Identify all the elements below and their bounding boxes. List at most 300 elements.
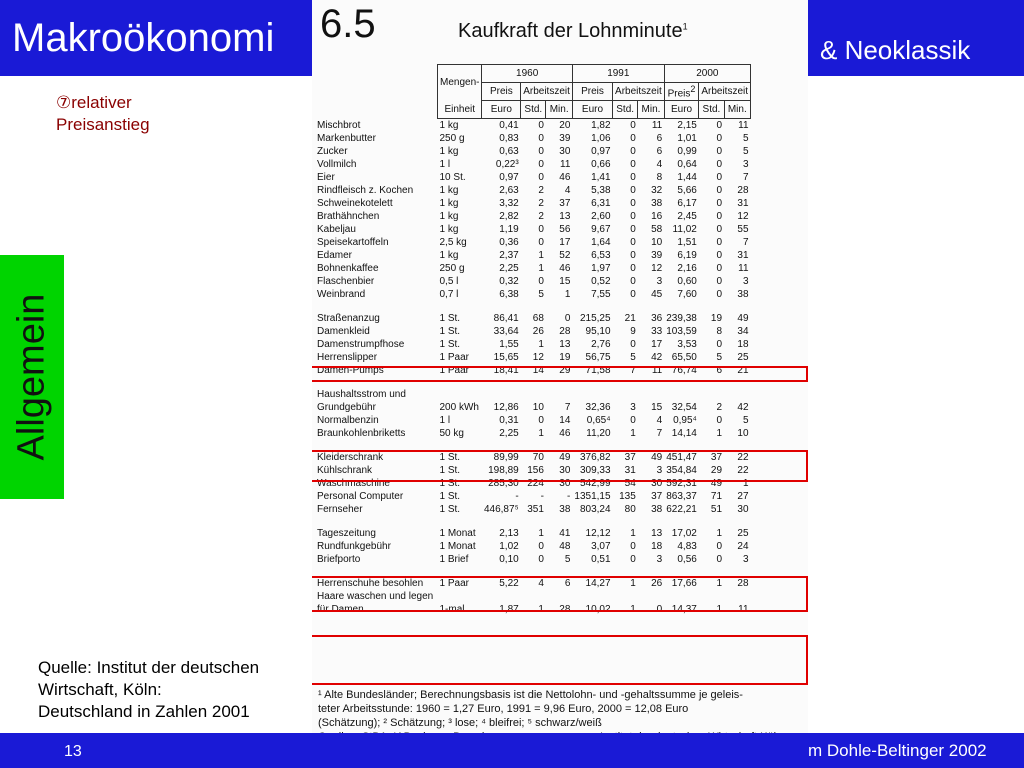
cell-m00: 21 (737, 365, 749, 377)
cell-h00: 51 (710, 504, 723, 516)
footnote-line-2: teter Arbeitsstunde: 1960 = 1,27 Euro, 1991 = 9,96 Euro, 2000 = 12,08 Euro (318, 703, 689, 715)
cell-label: Braunkohlenbriketts (317, 428, 406, 440)
cell-m60: 56 (559, 224, 571, 236)
cell-m91: 8 (656, 172, 663, 184)
cell-h91: 0 (630, 289, 636, 301)
cell-h91: 31 (624, 465, 636, 477)
cell-m91: 3 (656, 554, 663, 566)
cell-p91: 215,25 (579, 313, 611, 325)
cell-m60: 46 (559, 263, 571, 275)
header-std-2000: Std. (699, 101, 724, 119)
cell-m91: 39 (651, 250, 663, 262)
cell-p60: 86,41 (493, 313, 519, 325)
cell-label: Herrenschuhe besohlen (317, 578, 424, 590)
cell-p60: 0,36 (499, 237, 519, 249)
table-row (315, 288, 751, 301)
cell-unit: 10 St. (439, 172, 466, 184)
cell-label: Waschmaschine (317, 478, 390, 490)
cell-h91: 0 (630, 263, 636, 275)
cell-h60: 0 (538, 120, 544, 132)
cell-m00: 28 (737, 578, 749, 590)
cell-m91: 12 (651, 263, 663, 275)
cell-h60: 0 (538, 554, 544, 566)
table-row (315, 249, 751, 262)
cell-unit: 1 St. (439, 504, 461, 516)
cell-m00: 34 (737, 326, 749, 338)
cell-m00: 3 (742, 276, 749, 288)
cell-h00: 0 (716, 339, 723, 351)
cell-m91: 42 (651, 352, 663, 364)
cell-p91: 11,20 (586, 428, 611, 440)
cell-unit: 1 l (439, 159, 451, 171)
cell-p91: 0,65⁴ (586, 415, 611, 427)
cell-m91: 7 (656, 428, 663, 440)
cell-m00: 22 (737, 452, 749, 464)
cell-h60 (521, 388, 546, 401)
cell-h91: 0 (630, 224, 636, 236)
cell-p00: 3,53 (677, 339, 697, 351)
cell-h00: 0 (716, 289, 723, 301)
cell-unit: 0,5 l (439, 276, 459, 288)
cell-m91: 33 (651, 326, 663, 338)
cell-p91: 1,97 (591, 263, 611, 275)
cell-h60: 1 (538, 263, 544, 275)
cell-p00: 239,38 (666, 313, 697, 325)
header-std-1960: Std. (521, 101, 546, 119)
cell-h00: 49 (710, 478, 723, 490)
cell-h60: 0 (538, 224, 544, 236)
table-row (315, 275, 751, 288)
cell-m60: 20 (559, 120, 571, 132)
cell-unit: 1 St. (439, 313, 461, 325)
cell-p60: 3,32 (499, 198, 519, 210)
cell-p91: 0,97 (591, 146, 611, 158)
cell-m91: 4 (656, 415, 663, 427)
cell-unit: 1 Brief (439, 554, 469, 566)
cell-m00: 22 (737, 465, 749, 477)
source-citation: Quelle: Institut der deutschen Wirtschaft, Köln: Deutschland in Zahlen 2001 (38, 658, 260, 721)
cell-p00: 0,56 (677, 554, 697, 566)
cell-p91: 542,99 (579, 478, 611, 490)
cell-unit: 200 kWh (439, 402, 479, 414)
cell-p60: 285,30 (488, 478, 519, 490)
cell-unit: 1 St. (439, 478, 461, 490)
cell-p60: 0,63 (499, 146, 519, 158)
cell-h60: 5 (538, 289, 544, 301)
table-row (315, 351, 751, 364)
cell-p60: - (515, 491, 519, 503)
cell-m60: 13 (559, 339, 571, 351)
header-min-1991: Min. (638, 101, 664, 119)
cell-p60: 1,55 (499, 339, 519, 351)
cell-unit: 1 kg (439, 211, 459, 223)
cell-p60: 1,87 (499, 604, 519, 616)
cell-m00: 3 (742, 159, 749, 171)
header-blank (315, 65, 438, 119)
cell-h00: 0 (716, 250, 723, 262)
cell-p91: 1,64 (591, 237, 611, 249)
cell-m00: 42 (737, 402, 749, 414)
cell-m91: 49 (651, 452, 663, 464)
cell-m60: 7 (564, 402, 571, 414)
cell-p60: 6,38 (499, 289, 519, 301)
cell-m91: 30 (651, 478, 663, 490)
cell-h00: 0 (716, 172, 723, 184)
cell-m60: 1 (564, 289, 571, 301)
cell-m60: 38 (559, 504, 571, 516)
cell-h00: 71 (710, 491, 723, 503)
cell-m60: 11 (560, 159, 571, 171)
cell-h91: 0 (630, 211, 636, 223)
slide-title: Makroökonomi (0, 0, 320, 76)
cell-p91: 2,76 (591, 339, 611, 351)
cell-p60: 2,63 (499, 185, 519, 197)
cell-h00: 1 (716, 578, 723, 590)
footnote-line-3: (Schätzung); ² Schätzung; ³ lose; ⁴ bleifrei; ⁵ schwarz/weiß (318, 717, 602, 729)
cell-unit: 1 kg (439, 198, 459, 210)
cell-h60: 0 (538, 541, 544, 553)
cell-h91: 135 (619, 491, 636, 503)
cell-m60: 30 (559, 146, 571, 158)
cell-m60: 41 (559, 528, 571, 540)
cell-m91: 17 (651, 339, 663, 351)
cell-p00: 0,64 (677, 159, 697, 171)
header-einheit: Einheit (438, 101, 482, 119)
cell-m60: 6 (564, 578, 571, 590)
cell-unit: 1 St. (439, 465, 461, 477)
cell-p91: 10,02 (585, 604, 611, 616)
cell-m91: 3 (656, 465, 663, 477)
price-table (315, 64, 751, 616)
cell-unit: 1 Monat (439, 541, 476, 553)
header-preis-1960: Preis (482, 83, 521, 101)
cell-p60: 0,97 (499, 172, 519, 184)
cell-unit: 250 g (439, 133, 465, 145)
cell-m00 (724, 388, 750, 401)
cell-m91: 15 (651, 402, 663, 414)
cell-p00: 2,45 (677, 211, 697, 223)
footer-author: m Dohle-Beltinger 2002 (808, 741, 987, 760)
highlight-services (312, 635, 808, 685)
cell-m91: 58 (651, 224, 663, 236)
cell-p91: 14,27 (585, 578, 611, 590)
cell-p60: 15,65 (493, 352, 519, 364)
cell-m00: 5 (742, 133, 749, 145)
table-title-text: Kaufkraft der Lohnminute (458, 20, 683, 42)
cell-m00: 11 (738, 120, 749, 132)
cell-m91: 38 (651, 198, 663, 210)
spacer-cell (315, 301, 751, 312)
cell-p00 (664, 388, 699, 401)
cell-h60: 70 (532, 452, 544, 464)
header-arbeitszeit-1960: Arbeitszeit (521, 83, 573, 101)
table-row (315, 540, 751, 553)
cell-p91: 0,52 (591, 276, 611, 288)
table-row (315, 262, 751, 275)
cell-h60: 0 (538, 172, 544, 184)
cell-p00: 2,16 (677, 263, 697, 275)
cell-h91: 0 (630, 339, 636, 351)
cell-label: Rundfunkgebühr (317, 541, 391, 553)
cell-p91: 376,82 (579, 452, 611, 464)
cell-p60: 0,22³ (495, 159, 519, 171)
cell-m60: 39 (559, 133, 571, 145)
cell-m91: 11 (651, 365, 663, 377)
cell-h91: 0 (630, 554, 636, 566)
cell-m60: 37 (559, 198, 571, 210)
cell-h00: 0 (716, 263, 723, 275)
cell-label: Briefporto (317, 554, 361, 566)
cell-h91: 1 (630, 578, 636, 590)
cell-p91: 7,55 (591, 289, 611, 301)
header-euro-1991: Euro (572, 101, 612, 119)
cell-unit: 1 kg (439, 146, 459, 158)
cell-h60: 1 (538, 428, 544, 440)
cell-h60: - (540, 491, 544, 503)
highlight-damenstrumpfhose (312, 366, 808, 382)
cell-p00: 451,47 (666, 452, 697, 464)
cell-h60: 0 (538, 415, 544, 427)
cell-m00: 11 (738, 604, 749, 616)
table-row (315, 401, 751, 414)
cell-m60: 46 (559, 172, 571, 184)
cell-p91: 1,82 (591, 120, 611, 132)
cell-h60: 14 (532, 365, 544, 377)
cell-m00: 3 (742, 554, 749, 566)
cell-h00: 0 (716, 120, 723, 132)
cell-m91: 11 (651, 120, 663, 132)
cell-h60: 2 (538, 198, 544, 210)
cell-m00: 31 (737, 250, 749, 262)
table-row (315, 171, 751, 184)
cell-h60: 1 (538, 528, 544, 540)
cell-h60: 0 (538, 276, 544, 288)
cell-h91: 0 (630, 172, 636, 184)
cell-p60: 12,86 (493, 402, 519, 414)
cell-h60: 0 (538, 133, 544, 145)
cell-p00: 17,02 (671, 528, 697, 540)
cell-p00: 0,60 (677, 276, 697, 288)
cell-m60: 30 (559, 478, 571, 490)
cell-p60: 33,64 (493, 326, 519, 338)
slide-title-right: & Neoklassik (808, 0, 1024, 76)
cell-h60: 2 (538, 185, 544, 197)
cell-h60: 1 (538, 339, 544, 351)
cell-p91: 9,67 (591, 224, 611, 236)
cell-h91: 0 (630, 133, 636, 145)
cell-label: Edamer (317, 250, 353, 262)
table-title-sup: 1 (682, 21, 688, 32)
cell-h91: 1 (630, 428, 636, 440)
cell-unit: 1 Paar (439, 365, 469, 377)
cell-h91: 5 (630, 352, 636, 364)
cell-h91: 0 (630, 120, 636, 132)
cell-m00: 27 (737, 491, 749, 503)
cell-label: Fernseher (317, 504, 363, 516)
cell-h91: 3 (630, 402, 636, 414)
cell-label: Schweinekotelett (317, 198, 393, 210)
cell-p00: 2,15 (677, 120, 697, 132)
cell-p60: 0,10 (499, 554, 519, 566)
table-row (315, 132, 751, 145)
table-row (315, 223, 751, 236)
cell-label: Haushaltsstrom und (317, 389, 406, 401)
cell-h91: 0 (630, 185, 636, 197)
cell-m60: 48 (559, 541, 571, 553)
cell-unit: 1 kg (439, 250, 459, 262)
cell-unit: 2,5 kg (439, 237, 467, 249)
cell-p91: 12,12 (585, 528, 611, 540)
cell-h91: 0 (630, 159, 636, 171)
cell-h91: 54 (624, 478, 636, 490)
cell-p60 (482, 388, 521, 401)
cell-p91: 1,06 (591, 133, 611, 145)
cell-label: Brathähnchen (317, 211, 380, 223)
cell-h00: 37 (710, 452, 723, 464)
cell-p60: 2,37 (499, 250, 519, 262)
header-1960: 1960 (482, 65, 572, 83)
cell-p60: 89,99 (493, 452, 519, 464)
table-row (315, 338, 751, 351)
cell-unit: 1 Monat (439, 528, 476, 540)
cell-m60 (546, 388, 572, 401)
note-line-2: Preisanstieg (56, 115, 150, 134)
cell-label: Eier (317, 172, 335, 184)
cell-unit: 1 St. (439, 339, 461, 351)
cell-p60: 0,31 (499, 415, 519, 427)
cell-m91: 18 (651, 541, 663, 553)
cell-h60: 2 (538, 211, 544, 223)
cell-m00: 5 (742, 146, 749, 158)
cell-p91: 71,58 (585, 365, 611, 377)
table-row (315, 158, 751, 171)
table-row (315, 553, 751, 566)
cell-h60: 10 (532, 402, 544, 414)
cell-p00: 65,50 (671, 352, 697, 364)
cell-h00 (699, 388, 724, 401)
cell-label: Tageszeitung (317, 528, 376, 540)
footnote-line-1: ¹ Alte Bundesländer; Berechnungsbasis ist die Nettolohn- und -gehaltssumme je geleis- (318, 689, 743, 701)
cell-h91 (613, 388, 638, 401)
cell-p00: 0,95⁴ (673, 415, 697, 427)
cell-label: Kleiderschrank (317, 452, 384, 464)
header-euro-2000: Euro (664, 101, 699, 119)
cell-label: für Damen (317, 604, 364, 616)
cell-label: Damenkleid (317, 326, 370, 338)
cell-label: Rindfleisch z. Kochen (317, 185, 414, 197)
cell-p91 (572, 388, 612, 401)
cell-h60: 12 (532, 352, 544, 364)
cell-label: Zucker (317, 146, 348, 158)
header-std-1991: Std. (613, 101, 638, 119)
table-row (315, 427, 751, 440)
cell-h00: 1 (716, 604, 723, 616)
header-1991: 1991 (572, 65, 664, 83)
highlight-media (312, 576, 808, 612)
cell-h00: 8 (716, 326, 723, 338)
cell-label: Damen-Pumps (317, 365, 384, 377)
cell-p91: 1,41 (591, 172, 611, 184)
cell-unit: 250 g (439, 263, 465, 275)
cell-p00: 5,66 (677, 185, 697, 197)
table-row (315, 527, 751, 540)
header-min-2000: Min. (724, 101, 750, 119)
cell-h60: 1 (538, 604, 544, 616)
cell-m60: 52 (559, 250, 571, 262)
cell-h91: 0 (630, 250, 636, 262)
cell-p60: 1,02 (499, 541, 519, 553)
relative-price-note (56, 92, 150, 136)
cell-h60: 351 (527, 504, 544, 516)
cell-h00: 0 (716, 146, 723, 158)
cell-p60: 0,83 (499, 133, 519, 145)
cell-p00: 14,37 (671, 604, 697, 616)
cell-h60: 4 (538, 578, 544, 590)
header-arbeitszeit-2000: Arbeitszeit (699, 83, 751, 101)
cell-p00: 14,14 (671, 428, 697, 440)
table-row (315, 210, 751, 223)
cell-p91: 803,24 (579, 504, 611, 516)
cell-label: Haare waschen und legen (317, 591, 434, 603)
spacer-row (315, 301, 751, 312)
cell-m00: 49 (737, 313, 749, 325)
cell-m60: 30 (559, 465, 571, 477)
cell-h00: 1 (716, 528, 723, 540)
cell-h00: 0 (716, 237, 723, 249)
cell-m00: 30 (737, 504, 749, 516)
cell-h91: 21 (624, 313, 636, 325)
cell-label: Personal Computer (317, 491, 404, 503)
table-row (315, 388, 751, 401)
header-preis2-text: Preis (667, 88, 691, 100)
cell-unit (438, 388, 482, 401)
cell-h00: 0 (716, 159, 723, 171)
cell-label: Straßenanzug (317, 313, 380, 325)
cell-m60: 19 (559, 352, 571, 364)
cell-m60: 13 (559, 211, 571, 223)
cell-p00: 7,60 (677, 289, 697, 301)
cell-m60: 15 (559, 276, 571, 288)
cell-label: Markenbutter (317, 133, 376, 145)
cell-m91: 38 (651, 504, 663, 516)
cell-m00: 31 (737, 198, 749, 210)
cell-p91: 1351,15 (574, 491, 611, 503)
cell-p91: 6,53 (591, 250, 611, 262)
cell-h91: 1 (630, 604, 636, 616)
cell-p60: 2,25 (499, 428, 519, 440)
cell-h91: 1 (630, 528, 636, 540)
cell-p00: 32,54 (671, 402, 697, 414)
cell-p60: 2,25 (499, 263, 519, 275)
header-min-1960: Min. (546, 101, 572, 119)
cell-m00: 25 (737, 352, 749, 364)
cell-h00: 0 (716, 554, 723, 566)
cell-unit: 1 l (439, 415, 451, 427)
cell-m60: 5 (564, 554, 571, 566)
cell-h91: 0 (630, 198, 636, 210)
cell-h00: 19 (710, 313, 723, 325)
cell-unit: 1 Paar (439, 352, 469, 364)
cell-p60: 446,87⁵ (483, 504, 519, 516)
cell-h91: 0 (630, 276, 636, 288)
cell-p60: 198,89 (488, 465, 519, 477)
cell-label: Normalbenzin (317, 415, 379, 427)
cell-m91: 3 (656, 276, 663, 288)
cell-unit: 1 St. (439, 326, 461, 338)
cell-h60: 68 (532, 313, 544, 325)
cell-p91: 95,10 (585, 326, 611, 338)
cell-h91: 0 (630, 237, 636, 249)
